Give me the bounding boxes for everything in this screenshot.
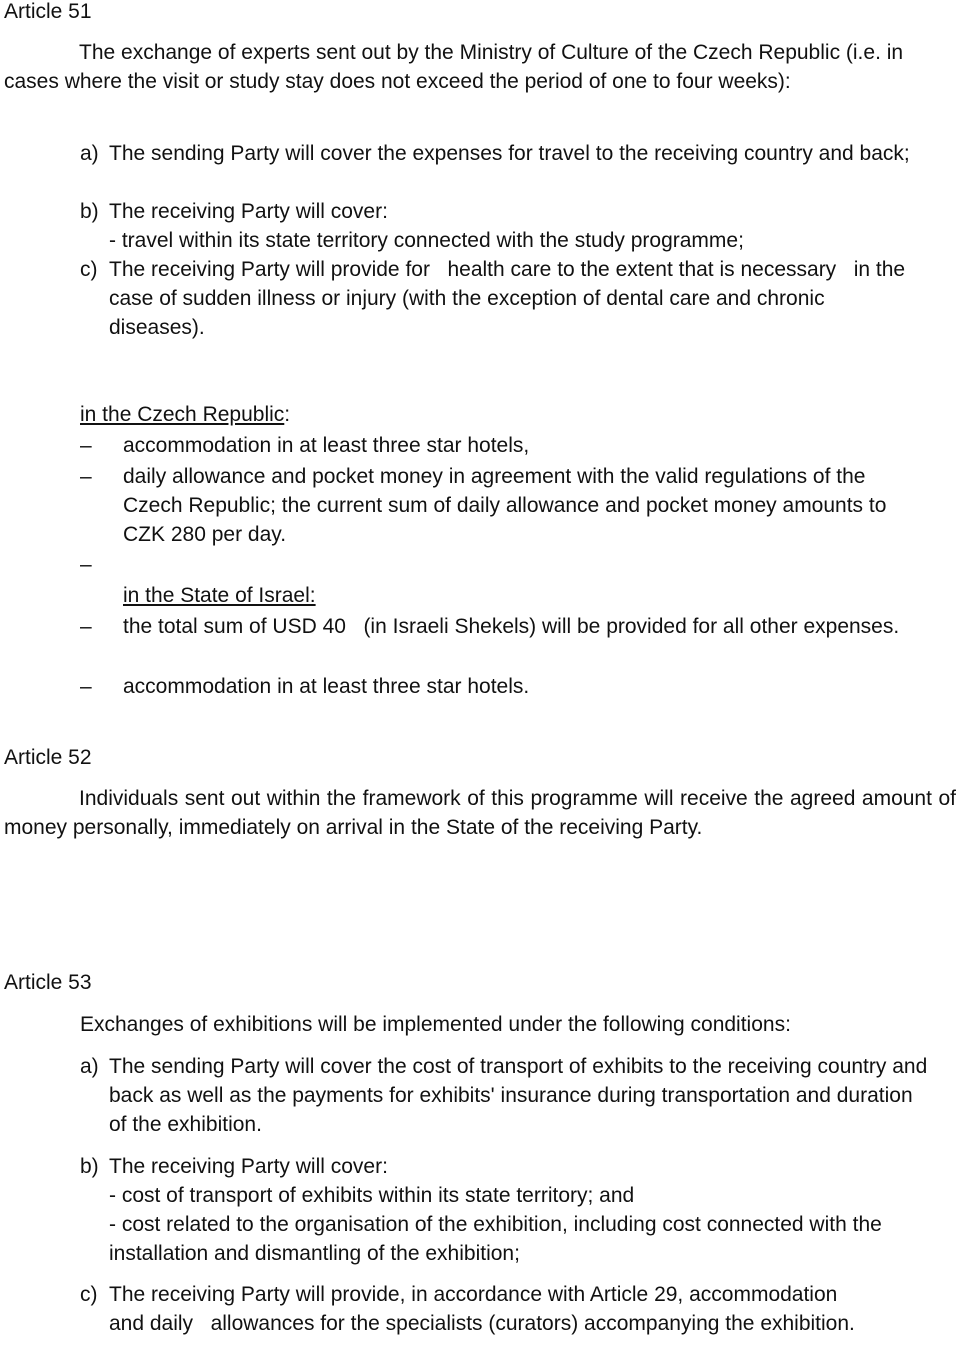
- dash-bullet: –: [80, 615, 92, 638]
- item-text: The sending Party will cover the expenses for travel to the receiving country and back;: [109, 142, 910, 165]
- item-text: The receiving Party will provide for health care to the extent that is necessary in the case of sudden illness or injury (with the exception of dental care and chronic diseases).: [109, 258, 911, 339]
- dash-bullet: –: [80, 675, 92, 698]
- article-52-text: Individuals sent out within the framework of this programme will receive the agreed amount of money personally, immediately on arrival in the State of the receiving Party.: [4, 787, 956, 839]
- item-label: c): [80, 258, 98, 281]
- item-subtext: - travel within its state territory connected with the study programme;: [109, 229, 744, 252]
- dash-bullet: –: [80, 465, 92, 488]
- item-text: The sending Party will cover the cost of transport of exhibits to the receiving country and back as well as the payments for exhibits' insurance during transportation and duration of the exhibition.: [109, 1055, 928, 1136]
- article-53-title: Article 53: [4, 971, 92, 994]
- israel-heading-text: in the State of Israel:: [123, 584, 316, 607]
- dash-bullet: –: [80, 553, 92, 576]
- czech-item-text: daily allowance and pocket money in agreement with the valid regulations of the Czech Republic; the current sum of daily allowance and pocket money amounts to CZK 280 per day.: [123, 465, 887, 546]
- item-subtext: - cost related to the organisation of the exhibition, including cost connected with the installation and dismantling of the exhibition;: [109, 1213, 882, 1265]
- item-text: The receiving Party will provide, in accordance with Article 29, accommodation and daily allowances for the specialists (curators) accompanying the exhibition.: [109, 1283, 855, 1335]
- article-51-title: Article 51: [4, 0, 92, 23]
- item-label: b): [80, 200, 99, 223]
- israel-item-text: the total sum of USD 40 (in Israeli Shekels) will be provided for all other expenses.: [123, 615, 900, 638]
- israel-item-text: accommodation in at least three star hotels.: [123, 675, 530, 698]
- item-text: The receiving Party will cover:: [109, 200, 388, 223]
- czech-item-text: accommodation in at least three star hotels,: [123, 434, 530, 457]
- item-label: b): [80, 1155, 99, 1178]
- article-53-intro: Exchanges of exhibitions will be implemented under the following conditions:: [80, 1013, 791, 1036]
- czech-republic-heading: [80, 400, 290, 429]
- item-label: c): [80, 1283, 98, 1306]
- item-label: a): [80, 142, 99, 165]
- item-text: The receiving Party will cover:: [109, 1155, 388, 1178]
- article-51-intro: The exchange of experts sent out by the Ministry of Culture of the Czech Republic (i.e. in cases where the visit or study stay does not exceed the period of one to four weeks):: [4, 41, 904, 93]
- item-subtext: - cost of transport of exhibits within its state territory; and: [109, 1184, 635, 1207]
- item-label: a): [80, 1055, 99, 1078]
- article-52-title: Article 52: [4, 746, 92, 769]
- czech-republic-heading-text: in the Czech Republic: [80, 403, 285, 426]
- dash-bullet: –: [80, 434, 92, 457]
- czech-republic-heading-colon: :: [284, 403, 291, 426]
- israel-heading: [123, 581, 316, 610]
